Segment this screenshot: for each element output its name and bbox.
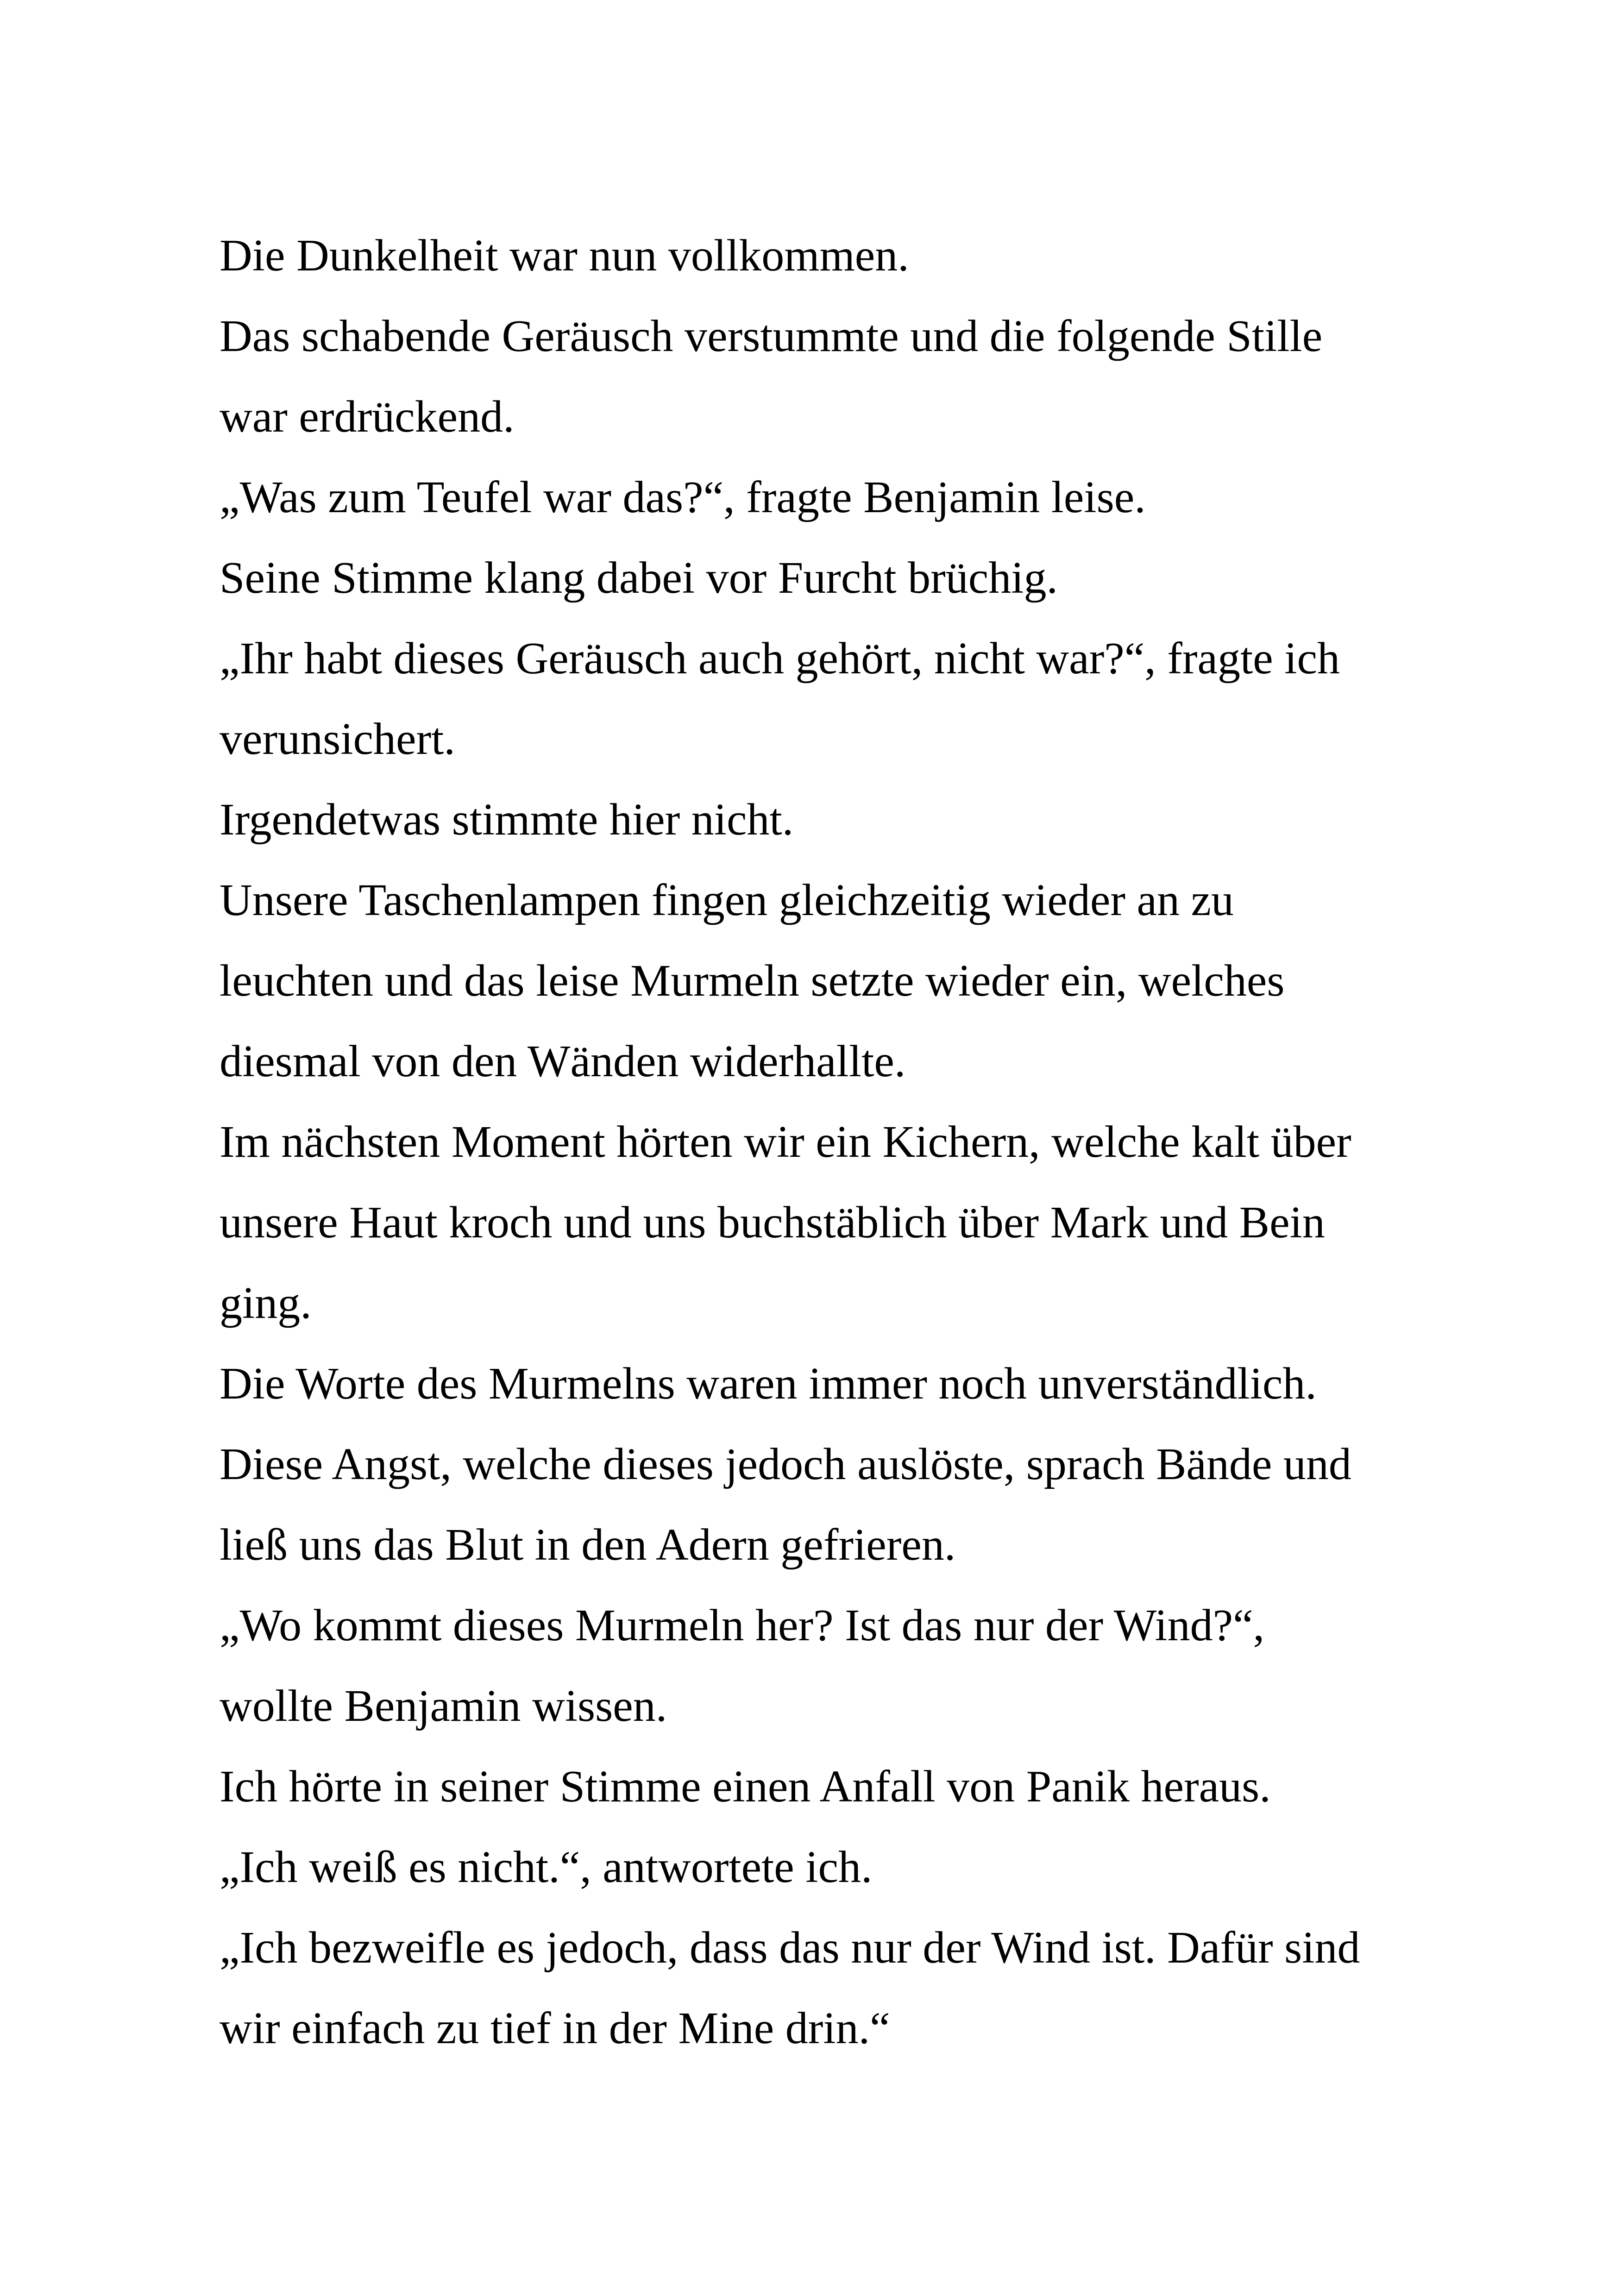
story-text bbox=[220, 215, 1433, 2069]
text-line: Unsere Taschenlampen fingen gleichzeitig wieder an zu bbox=[220, 875, 1234, 925]
text-line: diesmal von den Wänden widerhallte. bbox=[220, 1036, 906, 1086]
text-line: ließ uns das Blut in den Adern gefrieren. bbox=[220, 1520, 956, 1570]
text-line: „Was zum Teufel war das?“, fragte Benjamin leise. bbox=[220, 472, 1146, 522]
text-line: unsere Haut kroch und uns buchstäblich über Mark und Bein bbox=[220, 1198, 1325, 1248]
text-line: verunsichert. bbox=[220, 714, 455, 764]
text-line: „Wo kommt dieses Murmeln her? Ist das nur der Wind?“, bbox=[220, 1600, 1265, 1650]
text-line: „Ich weiß es nicht.“, antwortete ich. bbox=[220, 1842, 873, 1892]
text-line: Die Dunkelheit war nun vollkommen. bbox=[220, 231, 909, 281]
text-line: wir einfach zu tief in der Mine drin.“ bbox=[220, 2003, 890, 2053]
text-line: Im nächsten Moment hörten wir ein Kichern, welche kalt über bbox=[220, 1117, 1351, 1167]
text-line: Die Worte des Murmelns waren immer noch unverständlich. bbox=[220, 1359, 1317, 1409]
text-line: „Ich bezweifle es jedoch, dass das nur der Wind ist. Dafür sind bbox=[220, 1923, 1360, 1973]
text-line: Das schabende Geräusch verstummte und die folgende Stille bbox=[220, 311, 1323, 361]
text-line: Diese Angst, welche dieses jedoch auslöste, sprach Bände und bbox=[220, 1439, 1351, 1489]
text-line: Ich hörte in seiner Stimme einen Anfall von Panik heraus. bbox=[220, 1762, 1271, 1812]
text-line: ging. bbox=[220, 1278, 312, 1328]
text-line: „Ihr habt dieses Geräusch auch gehört, nicht war?“, fragte ich bbox=[220, 634, 1340, 684]
text-line: war erdrückend. bbox=[220, 392, 515, 442]
text-line: Seine Stimme klang dabei vor Furcht brüchig. bbox=[220, 553, 1058, 603]
text-line: wollte Benjamin wissen. bbox=[220, 1681, 667, 1731]
text-line: leuchten und das leise Murmeln setzte wieder ein, welches bbox=[220, 956, 1285, 1006]
text-line: Irgendetwas stimmte hier nicht. bbox=[220, 795, 794, 845]
